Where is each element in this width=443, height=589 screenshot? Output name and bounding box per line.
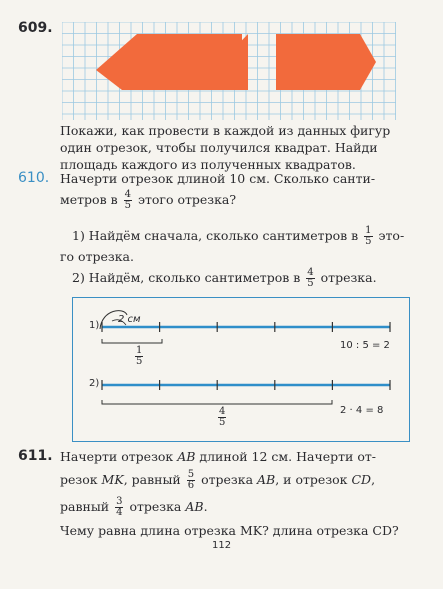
p610-line-1: Начерти отрезок длиной 10 см. Сколько санти- — [60, 171, 376, 186]
row-1-fraction: $\frac{1}{5}$ — [136, 345, 143, 367]
p609-line-3: площадь каждого из полученных квадратов. — [60, 157, 356, 172]
p609-line-1: Покажи, как провести в каждой из данных фигур — [60, 123, 391, 138]
fraction-5-6: $\frac{5}{6}$ — [187, 469, 195, 491]
row-2-label: 2) — [89, 378, 100, 389]
pentagon-figure — [276, 34, 376, 90]
grid-figures — [62, 22, 396, 120]
fraction-3-4: $\frac{3}{4}$ — [116, 496, 123, 518]
fraction-4-5: $\frac{4}{5}$ — [307, 267, 314, 289]
p611-line-4: Чему равна длина отрезка MK? длина отрезка CD? — [60, 523, 399, 538]
brace-row2 — [102, 400, 332, 404]
fraction-1-5: $\frac{1}{5}$ — [365, 225, 372, 247]
p609-line-2: один отрезок, чтобы получился квадрат. Найди — [60, 140, 378, 155]
problem-610-number: 610. — [18, 170, 50, 186]
row-2-calc: 2 · 4 = 8 — [340, 405, 384, 416]
handwritten-2cm: 2 см — [118, 314, 141, 325]
p611-line-3: равный $\frac{3}{4}$ отрезка AB. — [60, 496, 208, 518]
problem-609-number: 609. — [18, 20, 53, 36]
row-1-label: 1) — [89, 320, 100, 331]
p611-line-2: резок MK, равный $\frac{5}{6}$ отрезка AB, и отрезок CD, — [60, 469, 376, 491]
brace-row1 — [102, 339, 162, 343]
arrow-figure — [96, 34, 242, 90]
row-1-calc: 10 : 5 = 2 — [340, 340, 390, 351]
problem-609-text — [60, 122, 390, 173]
p610-step-1-cont: го отрезка. — [60, 249, 134, 264]
p610-step-2: 2) Найдём, сколько сантиметров в $\frac{4}{5}$ отрезка. — [72, 267, 377, 289]
p610-line-2: метров в $\frac{4}{5}$ этого отрезка? — [60, 189, 237, 211]
page-number: 112 — [212, 540, 232, 551]
row-2-fraction: $\frac{4}{5}$ — [219, 406, 226, 428]
fraction-4-5: $\frac{4}{5}$ — [124, 189, 131, 211]
p610-step-1: 1) Найдём сначала, сколько сантиметров в $\frac{1}{5}$ это- — [72, 225, 405, 247]
p611-line-1: Начерти отрезок AB длиной 12 см. Начерти от- — [60, 449, 377, 464]
problem-611-number: 611. — [18, 448, 53, 464]
